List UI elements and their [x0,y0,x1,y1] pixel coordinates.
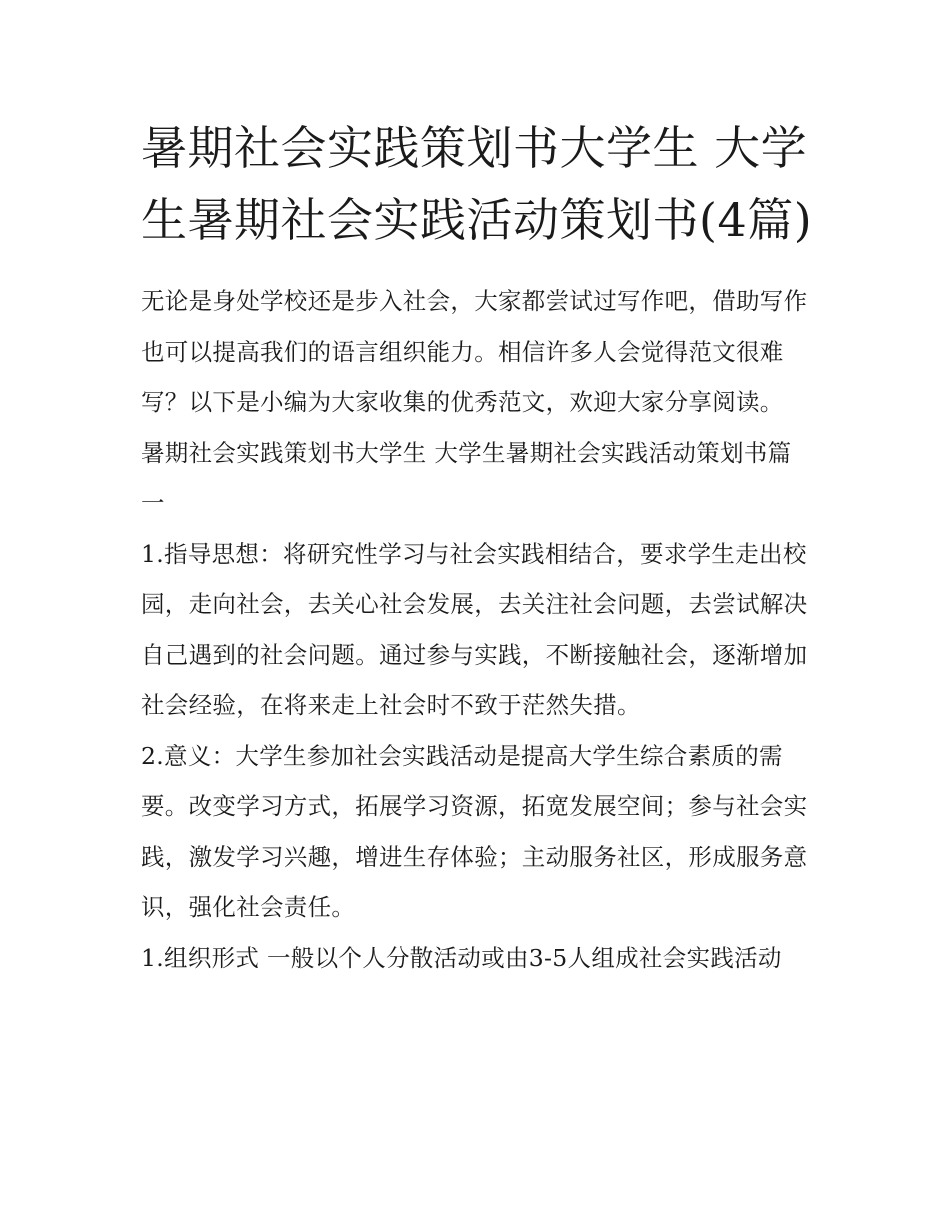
document-body [141,276,813,983]
document-title: 暑期社会实践策划书大学生 大学生暑期社会实践活动策划书(4篇) [141,121,813,247]
section-heading: 暑期社会实践策划书大学生 大学生暑期社会实践活动策划书篇一 [141,438,792,517]
organization-paragraph: 1.组织形式 一般以个人分散活动或由3-5人组成社会实践活动 [141,943,782,972]
intro-paragraph: 无论是身处学校还是步入社会，大家都尝试过写作吧，借助写作也可以提高我们的语言组织能力。相信许多人会觉得范文很难写？以下是小编为大家收集的优秀范文，欢迎大家分享阅读。 [141,287,808,416]
guiding-idea-paragraph: 1.指导思想：将研究性学习与社会实践相结合，要求学生走出校园，走向社会，去关心社会发展，去关注社会问题，去尝试解决自己遇到的社会问题。通过参与实践，不断接触社会，逐渐增加社会经验，在将来走上社会时不致于茫然失措。 [141,539,808,719]
significance-paragraph: 2.意义：大学生参加社会实践活动是提高大学生综合素质的需要。改变学习方式，拓展学习资源，拓宽发展空间；参与社会实践，激发学习兴趣，增进生存体验；主动服务社区，形成服务意识，强化社会责任。 [141,741,808,921]
document-page [141,112,813,983]
